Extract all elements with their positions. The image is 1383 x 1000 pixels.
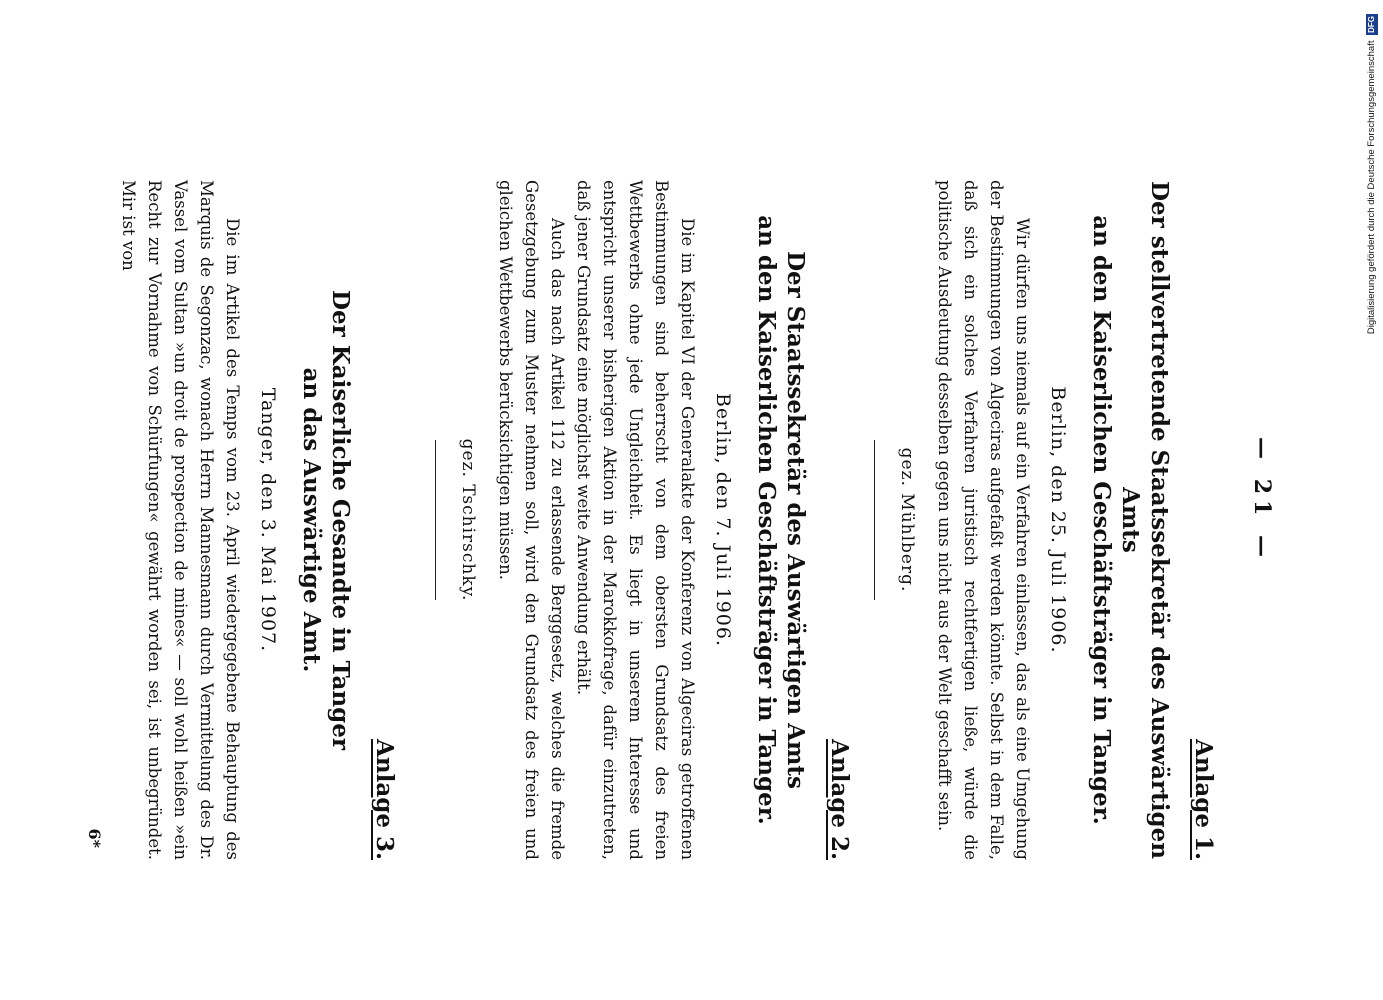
anlage-3-heading-line1: Der Kaiserliche Gesandte in Tanger [327,290,354,750]
anlage-1-signature: gez. Mühlberg. [897,447,917,593]
anlage-1-heading [1087,180,1174,860]
anlage-2-heading-line2: an den Kaiserlichen Geschäftsträger in Tanger. [753,215,780,825]
anlage-3-section [85,180,398,860]
anlage-3-dateline: Tanger, den 3. Mai 1907. [257,387,279,653]
anlage-2-heading-line1: Der Staatssekretär des Auswärtigen Amts [782,251,809,789]
page-number: — 21 — [1249,437,1275,563]
anlage-2-paragraph-1: Die im Kapitel VI der Generalakte der Konferenz von Algeciras getroffenen Bestimmungen sind beherrscht von dem obersten Grundsatz des freien Wettbewerbs ohne jede Ungleichheit. Es liegt in unserem Interesse und entspricht unserer bisherigen Aktion in der Marokkofrage, dafür einzutreten, daß jener Grundsatz eine möglichst weite Anwendung erhält. [574,180,697,860]
anlage-1-dateline: Berlin, den 25. Juli 1906. [1047,386,1069,654]
credit-text: Digitalisierung gefördert durch die Deutsche Forschungsgemeinschaft [1366,40,1377,335]
anlage-1-heading-line2: an den Kaiserlichen Geschäftsträger in Tanger. [1088,215,1115,825]
anlage-2-signature: gez. Tschirschky. [458,438,478,602]
anlage-3-heading [297,180,355,860]
signature-mark: 6* [85,828,104,848]
anlage-3-paragraph-1: Die im Artikel des Temps vom 23. April wiedergegebene Behauptung des Marquis de Segonzac, wonach Herrn Mannesmann durch Vermittelung des Dr. Vassel vom Sultan »un droit de prospection de mines« — soll wohl heißen »ein Recht zur Vornahme von Schürfungen« gewährt worden sei, ist unbegründet. Mir ist von [119,180,242,860]
anlage-1-paragraph-1: Wir dürfen uns niemals auf ein Verfahren einlassen, das als eine Umgehung der Bestimmungen von Algeciras aufgefaßt werden könnte. Selbst in dem Falle, daß sich ein solches Verfahren juristisch rechtfertigen ließe, würde die politische Ausdeutung desselben gegen uns nicht aus der Welt geschafft sein. [935,180,1032,860]
anlage-1-heading-line1: Der stellvertretende Staatssekretär des Auswärtigen Amts [1117,181,1173,859]
anlage-1-section [874,180,1217,860]
credit-strip [1362,14,1382,394]
anlage-2-paragraph-2: Auch das nach Artikel 112 zu erlassende Berggesetz, welches die fremde Gesetzgebung zum Muster nehmen soll, wird den Grundsatz des freien und gleichen Wettbewerbs berücksichtigen müssen. [496,180,567,860]
section-divider [874,440,875,600]
anlage-2-label: Anlage 2. [826,739,853,860]
anlage-2-dateline: Berlin, den 7. Juli 1906. [712,392,734,648]
anlage-3-heading-line2: an das Auswärtige Amt. [298,367,325,673]
anlage-2-heading [752,180,810,860]
section-divider [435,440,436,600]
credit-text-container [1362,14,1382,394]
dfg-logo: DFG [1367,16,1376,33]
anlage-3-label: Anlage 3. [371,739,398,860]
anlage-2-section [435,180,853,860]
anlage-1-label: Anlage 1. [1190,739,1217,860]
